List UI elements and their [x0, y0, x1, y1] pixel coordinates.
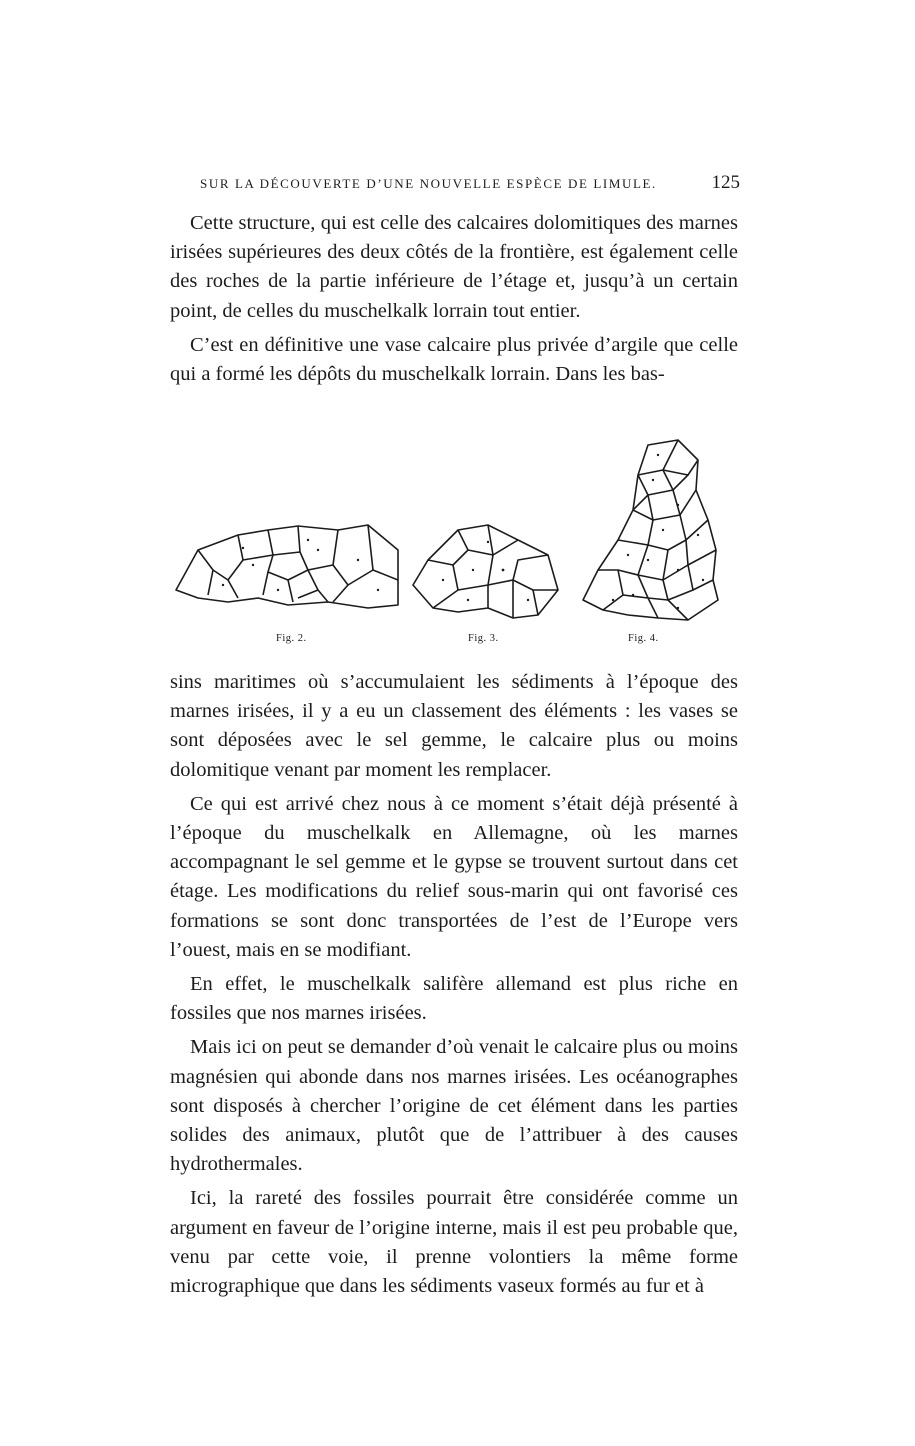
paragraph: Cette structure, qui est celle des calcaires dolomitiques des marnes irisées supérieures des deux côtés de la frontière, est également celle des roches de la partie inférieure de l’étage et, jusqu’à un certain point, de celles du muschelkalk lorrain tout entier.	[170, 212, 738, 322]
paragraph: Ici, la rareté des fossiles pourrait être considérée comme un argument en faveur de l’origine interne, mais il est peu probable que, venu par cette voie, il prenne volontiers la même forme micrographique que dans les sédiments vaseux formés au fur et à	[170, 1187, 738, 1298]
figure-illustrations	[168, 430, 728, 630]
figure-4-caption: Fig. 4.	[628, 633, 659, 644]
running-title: SUR LA DÉCOUVERTE D’UNE NOUVELLE ESPÈCE DE LIMULE.	[200, 176, 657, 191]
text-block-bottom	[170, 668, 738, 1306]
text-block-top	[170, 209, 738, 394]
paragraph: Ce qui est arrivé chez nous à ce moment s’était déjà présenté à l’époque du muschelkalk en Allemagne, où les marnes accompagnant le sel gemme et le gypse se trouvent surtout dans cet étage. Les modifications du relief sous-marin qui ont favorisé ces formations se sont donc transportées de l’est de l’Europe vers l’ouest, mais en se modifiant.	[170, 792, 738, 961]
paragraph: En effet, le muschelkalk salifère allemand est plus riche en fossiles que nos marnes irisées.	[170, 973, 738, 1025]
page-number: 125	[711, 172, 740, 193]
figure-stipple	[222, 454, 704, 609]
figure-3-drawing	[413, 525, 558, 618]
figure-4-drawing	[583, 440, 718, 620]
paragraph: sins maritimes où s’accumulaient les sédiments à l’époque des marnes irisées, il y a eu un classement des éléments : les vases se sont déposées avec le sel gemme, le calcaire plus ou moins dolomitique venant par moment les remplacer.	[170, 671, 738, 781]
running-header	[200, 172, 740, 193]
figure-group	[168, 430, 728, 660]
figure-2-caption: Fig. 2.	[276, 633, 307, 644]
paragraph: Mais ici on peut se demander d’où venait le calcaire plus ou moins magnésien qui abonde dans nos marnes irisées. Les océanographes sont disposés à chercher l’origine de cet élément dans les parties solides des animaux, plutôt que de l’attribuer à des causes hydrothermales.	[170, 1036, 738, 1176]
paragraph: C’est en définitive une vase calcaire plus privée d’argile que celle qui a formé les dépôts du muschelkalk lorrain. Dans les bas-	[170, 333, 738, 386]
figure-2-drawing	[176, 525, 398, 608]
figure-3-caption: Fig. 3.	[468, 633, 499, 644]
